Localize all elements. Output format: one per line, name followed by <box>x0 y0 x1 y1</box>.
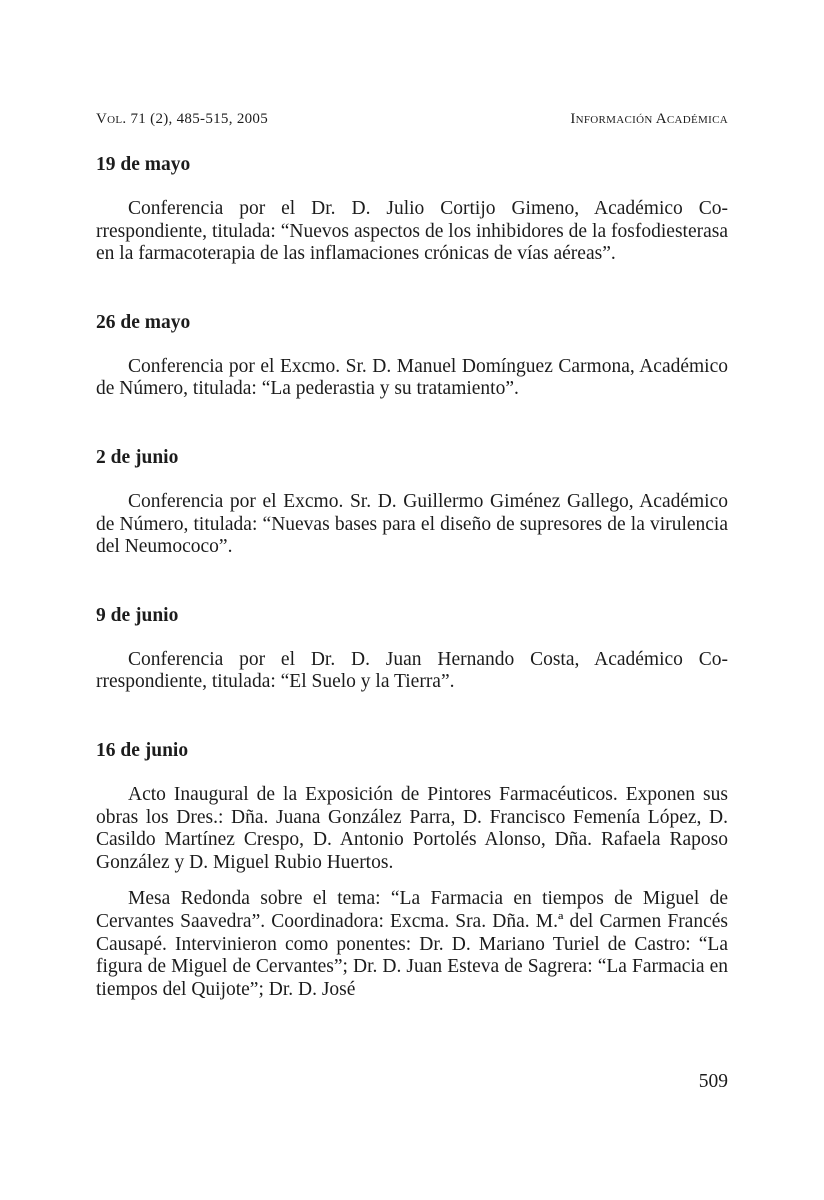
document-page <box>96 0 728 1200</box>
section-title: Información Académica <box>570 111 728 127</box>
running-header <box>96 111 728 131</box>
entry-paragraph: Conferencia por el Excmo. Sr. D. Guillermo Giménez Gallego, Académico de Número, titulada: “Nuevas bases para el diseño de supresores de la virulencia del Neumococo”. <box>96 490 728 558</box>
entry-paragraph: Conferencia por el Excmo. Sr. D. Manuel Domínguez Carmona, Académico de Número, titulada: “La pederastia y su tratamiento”. <box>96 355 728 400</box>
page-number: 509 <box>698 1071 728 1092</box>
entry-paragraph: Conferencia por el Dr. D. Julio Cortijo Gimeno, Académico Correspondiente, titulada: “Nuevos aspectos de los inhibidores de la fosfodiesterasa en la farmacoterapia de las inflamaciones crónicas de vías aéreas”. <box>96 198 728 265</box>
entry-date: 16 de junio <box>96 739 189 761</box>
journal-volume: Vol. 71 (2), 485-515, 2005 <box>96 111 269 127</box>
page-content <box>96 152 728 1001</box>
entry-16-junio <box>96 738 728 1001</box>
entry-paragraph: Conferencia por el Dr. D. Juan Hernando Costa, Académico Correspondiente, titulada: “El Suelo y la Tierra”. <box>96 648 728 693</box>
entry-paragraph: Mesa Redonda sobre el tema: “La Farmacia en tiempos de Miguel de Cervantes Saavedra”. Coordinadora: Excma. Sra. Dña. M.ª del Carmen Francés Causapé. Intervinieron como ponentes: Dr. D. Mariano Turiel de Castro: “La figura de Miguel de Cervantes”; Dr. D. Juan Esteva de Sagrera: “La Farmacia en tiempos del Quijote”; Dr. D. José <box>96 888 728 1000</box>
entry-date: 19 de mayo <box>96 154 191 175</box>
entry-date: 2 de junio <box>96 446 179 468</box>
entry-2-junio <box>96 445 728 559</box>
entry-9-junio <box>96 603 728 694</box>
entry-19-mayo <box>96 152 728 266</box>
entry-date: 26 de mayo <box>96 311 191 333</box>
entry-date: 9 de junio <box>96 604 179 626</box>
entry-paragraph: Acto Inaugural de la Exposición de Pintores Farmacéuticos. Exponen sus obras los Dres.: Dña. Juana González Parra, D. Francisco Femenía López, D. Casildo Martínez Crespo, D. Antonio Portolés Alonso, Dña. Rafaela Raposo González y D. Miguel Rubio Huertos. <box>96 783 728 873</box>
entry-26-mayo <box>96 310 728 401</box>
